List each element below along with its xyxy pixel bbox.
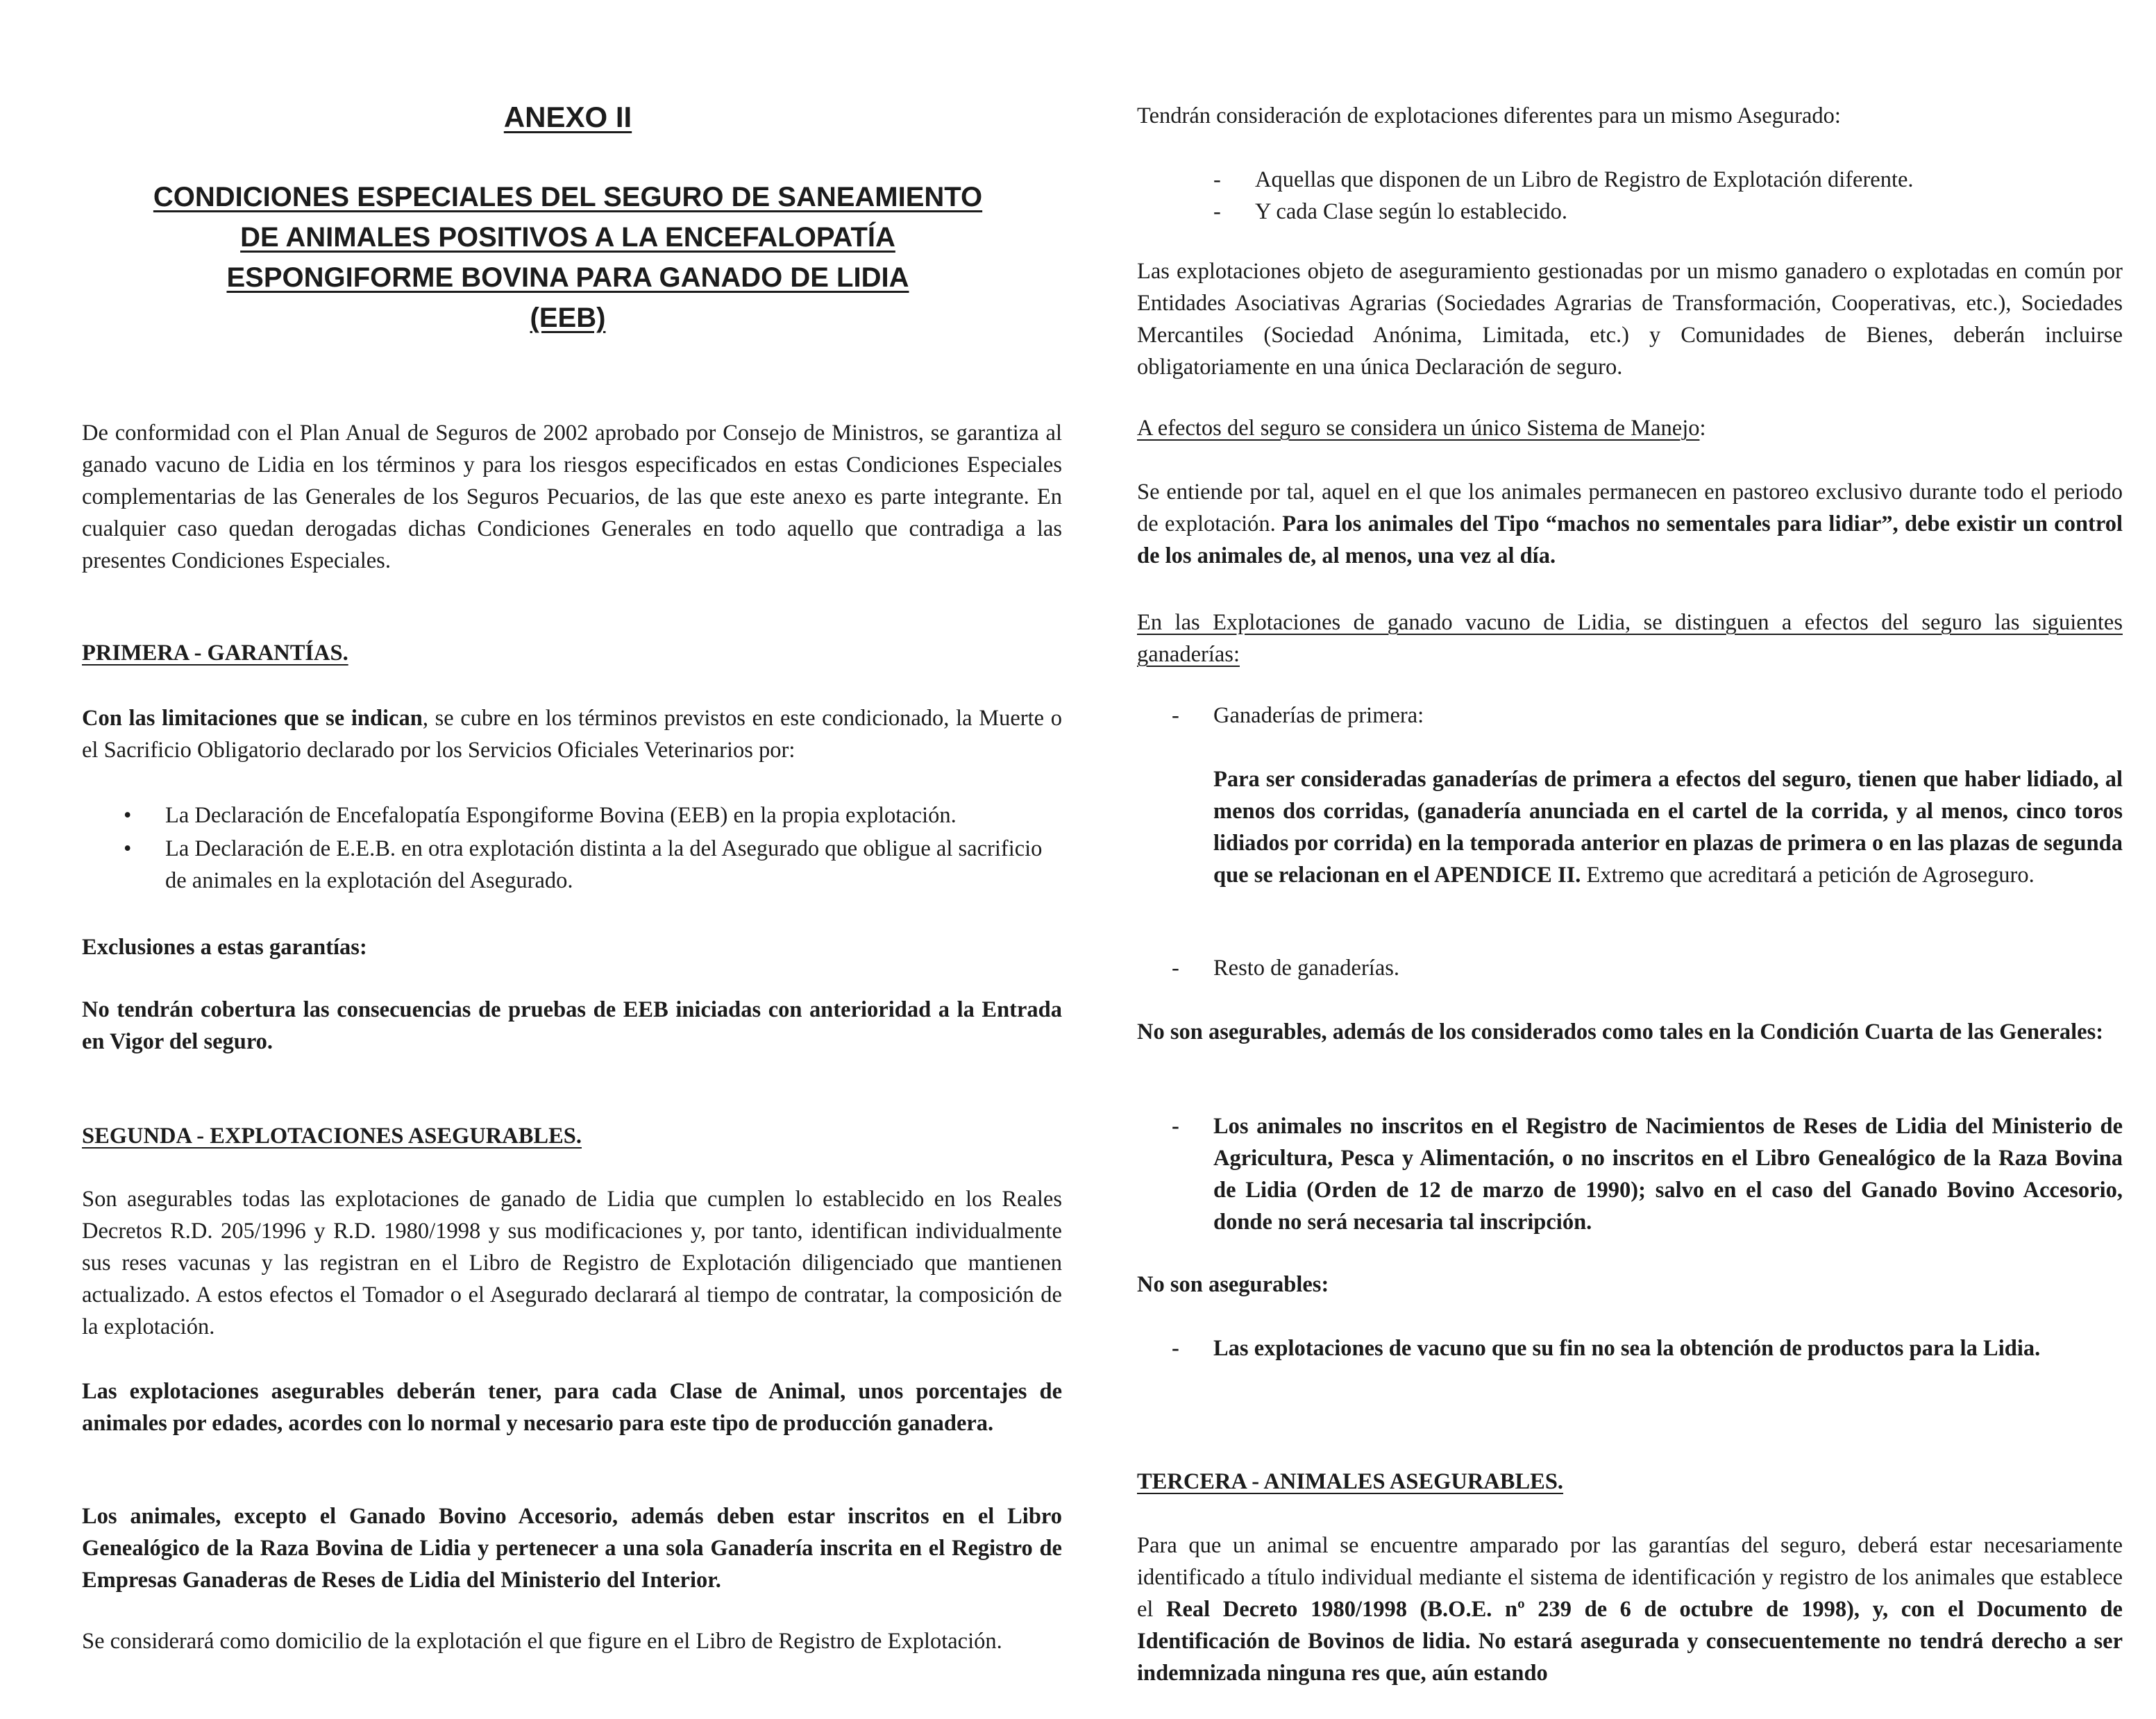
tercera-paragraph: Para que un animal se encuentre amparado por las garantías del seguro, deberá estar necesariamente identificado a título individual mediante el sistema de identificación y registro de los animales que establece el Real Decreto 1980/1998 (B.O.E. nº 239 de 6 de octubre de 1998), y, con el Documento de Identificación de Bovinos de lidia. No estará asegurada y consecuentemente no tendrá derecho a ser indemnizada ninguna res que, aún estando (1137, 1533, 2123, 1686)
no-asegurables-2-list (1172, 1332, 2123, 1364)
list-item: - Los animales no inscritos en el Registro de Nacimientos de Reses de Lidia del Ministerio de Agricultura, Pesca y Alimentación, o no inscritos en el Libro Genealógico de la Raza Bovina de Lidia (Orden de 12 de marzo de 1990); salvo en el caso del Ganado Bovino Accesorio, donde no será necesaria tal inscripción. (1172, 1110, 2123, 1238)
dash-icon: - (1213, 167, 1221, 192)
right-column (1076, 0, 2156, 1719)
ganaderias-heading: En las Explotaciones de ganado vacuno de Lidia, se distinguen a efectos del seguro las siguientes ganaderías: (1137, 610, 2123, 667)
dash-icon: - (1172, 1114, 1179, 1139)
segunda-paragraph-3: Los animales, excepto el Ganado Bovino Accesorio, además deben estar inscritos en el Libro Genealógico de la Raza Bovina de Lidia y pertenecer a una sola Ganadería inscrita en el Registro de Empresas Ganaderas de Reses de Lidia del Ministerio del Interior. (82, 1504, 1062, 1593)
dash-icon: - (1172, 1336, 1179, 1361)
main-title-line-1: CONDICIONES ESPECIALES DEL SEGURO DE SANEAMIENTO (153, 182, 983, 212)
sistema-manejo-paragraph: Se entiende por tal, aquel en el que los animales permanecen en pastoreo exclusivo durante todo el periodo de explotación. Para los animales del Tipo “machos no sementales para lidiar”, debe existir un control de los animales de, al menos, una vez al día. (1137, 480, 2123, 568)
primera-bullet-list (124, 799, 1062, 897)
tercera-heading: TERCERA - ANIMALES ASEGURABLES. (1137, 1469, 1564, 1494)
dash-icon: - (1172, 703, 1179, 728)
explotaciones-dash-list (1213, 164, 2123, 228)
segunda-heading: SEGUNDA - EXPLOTACIONES ASEGURABLES. (82, 1124, 582, 1149)
annex-title: ANEXO II (503, 101, 632, 133)
left-column (0, 0, 1076, 1719)
no-asegurables-2-label: No son asegurables: (1137, 1272, 1329, 1297)
segunda-paragraph-1: Son asegurables todas las explotaciones de ganado de Lidia que cumplen lo establecido en los Reales Decretos R.D. 205/1996 y R.D. 1980/1998 y sus modificaciones y, por tanto, identifican individualmente sus reses vacunas y las registran en el Libro de Registro de Explotación diligenciado que mantienen actualizado. A estos efectos el Tomador o el Asegurado declarará al tiempo de contratar, la composición de la explotación. (82, 1187, 1062, 1339)
main-title-line-3: ESPONGIFORME BOVINA PARA GANADO DE LIDIA (226, 262, 909, 293)
primera-rest: , se cubre en los términos previstos en este condicionado, la Muerte o el Sacrificio Obligatorio declarado por los Servicios Oficiales Veterinarios por: (82, 706, 1062, 763)
bullet-icon: • (124, 803, 132, 828)
exclusiones-text: No tendrán cobertura las consecuencias de pruebas de EEB iniciadas con anterioridad a la Entrada en Vigor del seguro. (82, 997, 1062, 1054)
explotaciones-diferentes-intro: Tendrán consideración de explotaciones diferentes para un mismo Asegurado: (1137, 103, 1841, 128)
resto-ganaderias: - Resto de ganaderías. (1172, 952, 2123, 984)
bullet-icon: • (124, 836, 132, 861)
segunda-paragraph-4: Se considerará como domicilio de la explotación el que figure en el Libro de Registro de Explotación. (82, 1629, 1002, 1654)
exclusiones-label: Exclusiones a estas garantías: (82, 935, 367, 960)
list-item: - Las explotaciones de vacuno que su fin no sea la obtención de productos para la Lidia. (1172, 1332, 2123, 1364)
primera-paragraph (82, 702, 1062, 766)
primera-heading: PRIMERA - GARANTÍAS. (82, 641, 348, 666)
list-item: - Aquellas que disponen de un Libro de Registro de Explotación diferente. (1213, 164, 2123, 196)
sistema-manejo-heading: A efectos del seguro se considera un único Sistema de Manejo: (1137, 416, 1706, 441)
primera-bold-lead: Con las limitaciones que se indican (82, 706, 423, 731)
no-asegurables-paragraph: No son asegurables, además de los considerados como tales en la Condición Cuarta de las Generales: (1137, 1019, 2104, 1044)
intro-paragraph: De conformidad con el Plan Anual de Seguros de 2002 aprobado por Consejo de Ministros, se garantiza al ganado vacuno de Lidia en los términos y para los riesgos especificados en estas Condiciones Especiales complementarias de las Generales de los Seguros Pecuarios, de las que este anexo es parte integrante. En cualquier caso quedan derogadas dichas Condiciones Generales en todo aquello que contradiga a las presentes Condiciones Especiales. (82, 421, 1062, 573)
ganaderias-primera-text: Para ser consideradas ganaderías de primera a efectos del seguro, tienen que haber lidiado, al menos dos corridas, (ganadería anunciada en el cartel de la corrida, y al menos, cinco toros lidiados por corrida) en la temporada anterior en plazas de primera o en las plazas de segunda que se relacionan en el APENDICE II. Extremo que acreditará a petición de Agroseguro. (1213, 767, 2123, 888)
list-item: - Y cada Clase según lo establecido. (1213, 196, 2123, 228)
entidades-paragraph: Las explotaciones objeto de aseguramiento gestionadas por un mismo ganadero o explotadas en común por Entidades Asociativas Agrarias (Sociedades Agrarias de Transformación, Cooperativas, etc.), Sociedades Mercantiles (Sociedad Anónima, Limitada, etc.) y Comunidades de Bienes, deberán incluirse obligatoriamente en una única Declaración de seguro. (1137, 259, 2123, 380)
main-title-line-2: DE ANIMALES POSITIVOS A LA ENCEFALOPATÍA (240, 222, 895, 253)
main-title-line-4: (EEB) (530, 303, 606, 333)
dash-icon: - (1213, 199, 1221, 224)
ganaderias-primera-label: - Ganaderías de primera: (1172, 700, 2123, 731)
dash-icon: - (1172, 956, 1179, 981)
list-item: • La Declaración de E.E.B. en otra explotación distinta a la del Asegurado que obligue al sacrificio de animales en la explotación del Asegurado. (124, 833, 1062, 897)
no-asegurables-list (1172, 1110, 2123, 1238)
list-item: • La Declaración de Encefalopatía Espongiforme Bovina (EEB) en la propia explotación. (124, 799, 1062, 831)
segunda-paragraph-2: Las explotaciones asegurables deberán tener, para cada Clase de Animal, unos porcentajes de animales por edades, acordes con lo normal y necesario para este tipo de producción ganadera. (82, 1379, 1062, 1436)
